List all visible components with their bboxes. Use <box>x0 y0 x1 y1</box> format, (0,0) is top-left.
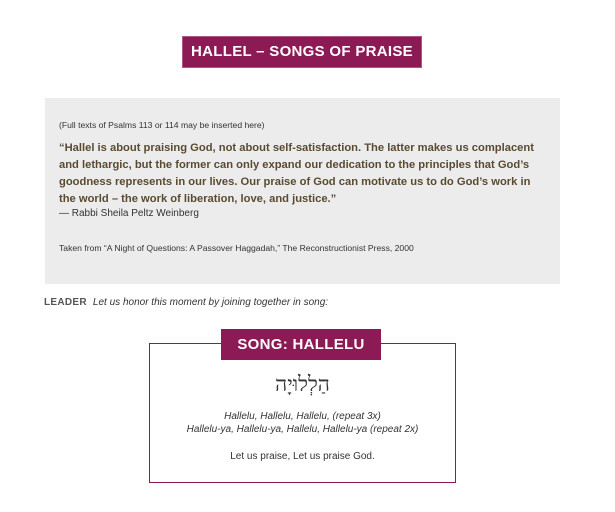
lyrics-line-2: Hallelu-ya, Hallelu-ya, Hallelu, Hallelu-ya (repeat 2x) <box>186 424 419 435</box>
psalm-insert-note: (Full texts of Psalms 113 or 114 may be inserted here) <box>59 120 265 130</box>
quote-attribution: — Rabbi Sheila Peltz Weinberg <box>59 208 199 219</box>
song-translation: Let us praise, Let us praise God. <box>230 451 375 462</box>
leader-instruction <box>44 297 328 308</box>
quote-text: “Hallel is about praising God, not about self-satisfaction. The latter makes us complacent and lethargic, but the former can only expand our dedication to the principles that God’s goodness represents in our lives. Our praise of God can motivate us to do God’s work in the world – the work of liberation, love, and justice.” <box>59 142 534 205</box>
page-title: HALLEL – SONGS OF PRAISE <box>191 43 413 60</box>
quote-panel <box>45 98 560 284</box>
quote-source: Taken from “A Night of Questions: A Passover Haggadah,” The Reconstructionist Press, 2000 <box>59 243 414 253</box>
leader-label: LEADER <box>44 297 87 308</box>
page-title-banner <box>182 36 422 68</box>
leader-text: Let us honor this moment by joining together in song: <box>92 297 329 308</box>
song-hebrew-title: הַלְלוּיָה <box>275 372 330 396</box>
song-title: SONG: HALLELU <box>237 336 365 353</box>
song-title-banner <box>221 329 381 360</box>
song-lyrics <box>149 410 456 436</box>
lyrics-line-1: Hallelu, Hallelu, Hallelu, (repeat 3x) <box>224 411 381 422</box>
